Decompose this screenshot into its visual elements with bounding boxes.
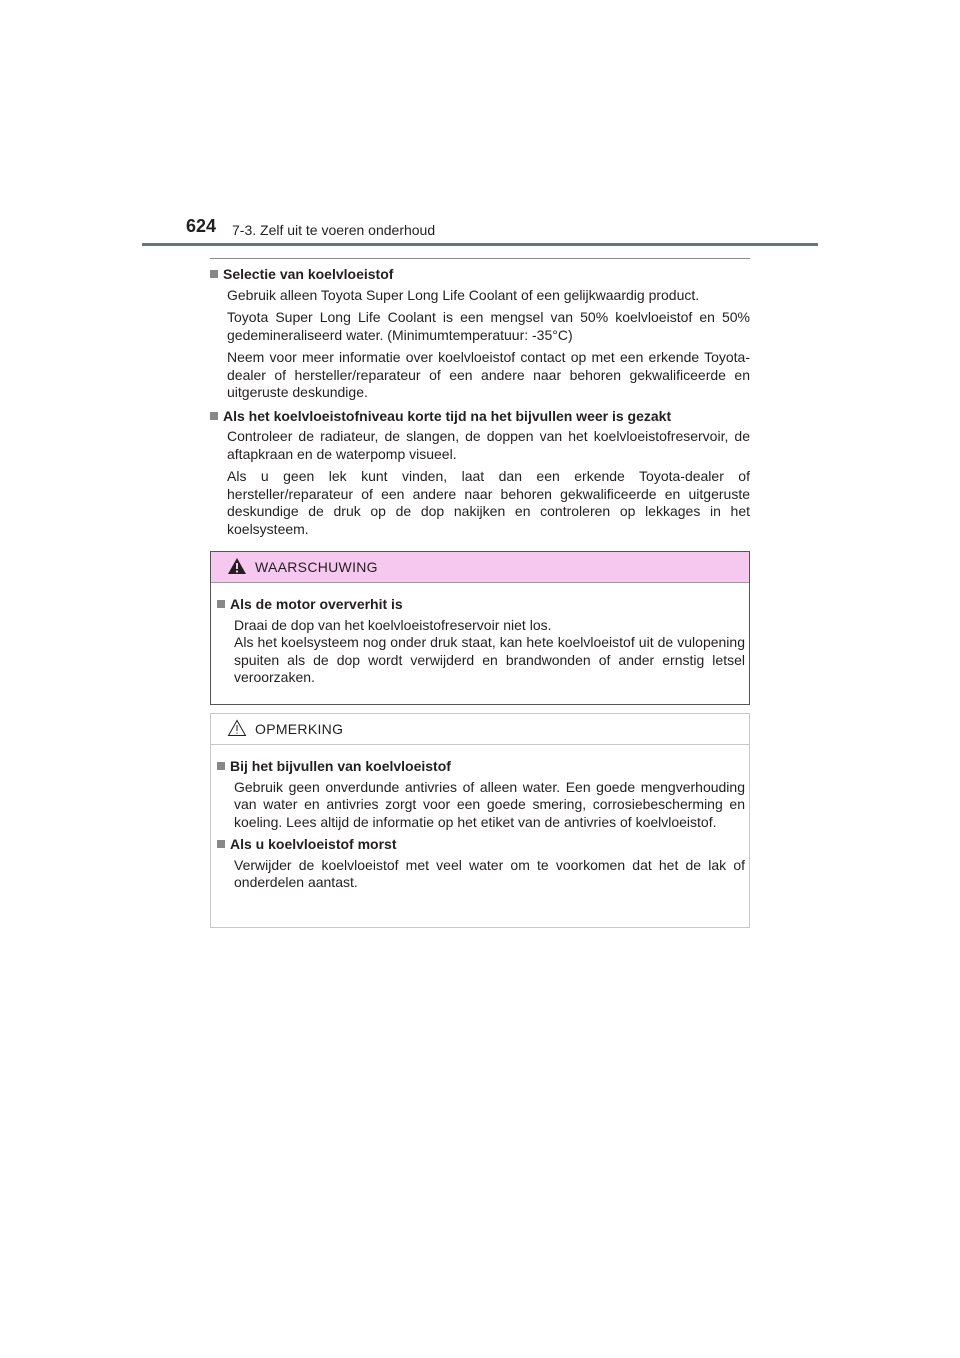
paragraph: Draai de dop van het koelvloeistofreservoir niet los. Als het koelsysteem nog onder druk staat, kan hete koelvloeistof uit de vulopening spuiten als de dop wordt verwijderd en brandwonden of ander ernstig letsel veroorzaken.	[234, 616, 745, 685]
square-bullet-icon	[217, 840, 225, 848]
square-bullet-icon	[217, 762, 225, 770]
topic-heading: Bij het bijvullen van koelvloeistof	[230, 758, 451, 774]
section-title: 7-3. Zelf uit te voeren onderhoud	[232, 222, 436, 238]
paragraph: Neem voor meer informatie over koelvloeistof contact op met een erkende Toyota-dealer of hersteller/reparateur of een andere naar behoren gekwalificeerde en uitgeruste deskundige.	[227, 349, 750, 400]
paragraph: Verwijder de koelvloeistof met veel water om te voorkomen dat het de lak of onderdelen aantast.	[234, 856, 745, 890]
topic-heading: Als de motor oververhit is	[230, 596, 403, 612]
notice-triangle-icon	[227, 719, 247, 737]
paragraph: Toyota Super Long Life Coolant is een mengsel van 50% koelvloeistof en 50% gedemineraliseerd water. (Minimumtemperatuur: -35°C)	[227, 309, 750, 343]
warning-label: WAARSCHUWING	[255, 559, 378, 575]
warning-triangle-icon	[227, 557, 247, 575]
topic-heading: Als het koelvloeistofniveau korte tijd na het bijvullen weer is gezakt	[223, 407, 672, 424]
notice-label: OPMERKING	[255, 721, 344, 737]
square-bullet-icon	[217, 600, 225, 608]
paragraph: Gebruik alleen Toyota Super Long Life Coolant of een gelijkwaardig product.	[227, 286, 700, 303]
topic-coolant-level-dropped	[210, 408, 750, 539]
paragraph: Gebruik geen onverdunde antivries of alleen water. Een goede mengverhouding van water en antivries zorgt voor een goede smering, corrosiebescherming en koeling. Lees altijd de informatie op het etiket van de antivries of koelvloeistof.	[234, 778, 745, 830]
notice-box	[210, 713, 750, 928]
page-header	[0, 0, 960, 250]
header-divider	[142, 243, 818, 246]
warning-body	[211, 583, 749, 687]
notice-body	[211, 745, 749, 892]
main-content	[210, 266, 750, 544]
paragraph: Controleer de radiateur, de slangen, de doppen van het koelvloeistofreservoir, de aftapkraan en de waterpomp visueel.	[227, 428, 750, 462]
page-number: 624	[186, 216, 217, 236]
topic-heading: Als u koelvloeistof morst	[230, 836, 397, 852]
warning-box	[210, 551, 750, 705]
square-bullet-icon	[210, 412, 218, 420]
warning-header	[211, 552, 749, 583]
notice-header	[211, 714, 749, 745]
content-divider	[210, 258, 750, 259]
topic-heading: Selectie van koelvloeistof	[223, 266, 394, 282]
paragraph: Als u geen lek kunt vinden, laat dan een erkende Toyota-dealer of hersteller/reparateur of een andere naar behoren gekwalificeerde en uitgeruste deskundige de druk op de dop nakijken en controleren op lekkages in het koelsysteem.	[227, 468, 750, 537]
topic-coolant-selection	[210, 266, 750, 402]
square-bullet-icon	[210, 270, 218, 278]
